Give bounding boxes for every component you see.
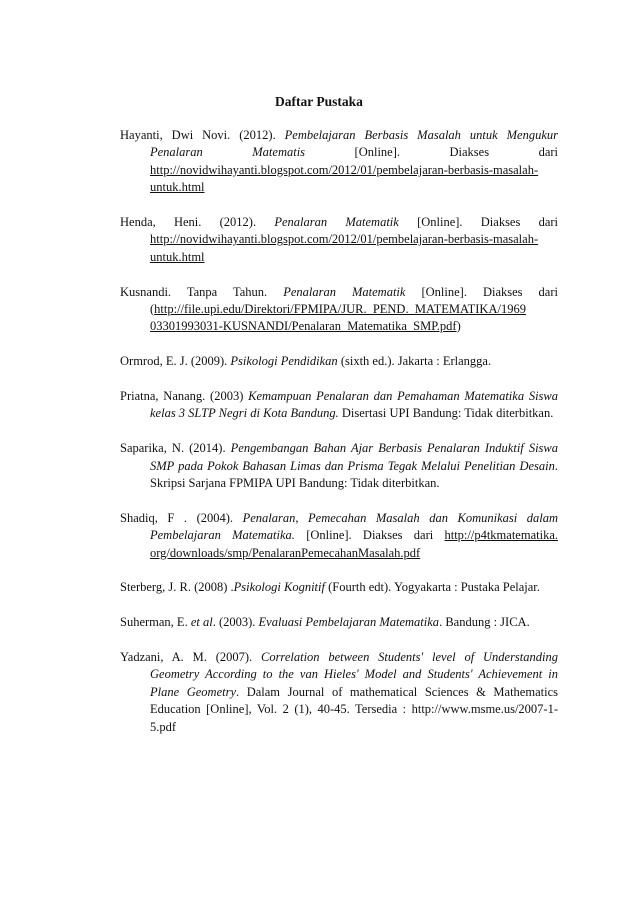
ref-note: [Online]. Diakses dari (398, 215, 559, 230)
reference-item (120, 388, 558, 423)
ref-author: Hayanti, Dwi Novi. (2012). (120, 128, 276, 142)
ref-note: . Dalam Journal of mathematical Sciences & Mathematics Education [Online], Vol. 2 (1), 40-45. Tersedia : http://www.msme.us/2007-1-5.pdf (150, 684, 558, 734)
ref-author: Yadzani, A. M. (2007). (120, 650, 253, 665)
ref-author: Henda, Heni. (2012). (120, 215, 257, 230)
ref-author: Suherman, E. (120, 615, 188, 630)
ref-note: (Fourth edt). Yogyakarta : Pustaka Pelajar. (324, 580, 540, 595)
ref-title: Penalaran Matematik (274, 215, 399, 230)
ref-link-continued[interactable]: 03301993031-KUSNANDI/Penalaran_Matematika_SMP.pdf (150, 319, 457, 334)
ref-note: . Bandung : JICA. (439, 615, 530, 630)
ref-link[interactable]: http://novidwihayanti.blogspot.com/2012/01/pembelajaran-berbasis-masalah-untuk.html (150, 232, 539, 264)
ref-title: Penalaran, Pemecahan Masalah dan Komunikasi dalam Pembelajaran Matematika. (150, 510, 559, 543)
ref-close: ) (456, 319, 461, 334)
reference-list (120, 127, 558, 753)
ref-note: [Online]. Diakses dari (305, 145, 559, 160)
ref-title: Penalaran Matematik (283, 284, 406, 299)
ref-title: Psikologi Kognitif (233, 580, 325, 595)
ref-note: (sixth ed.). Jakarta : Erlangga. (337, 354, 492, 369)
ref-title: Evaluasi Pembelajaran Matematika (258, 615, 440, 630)
ref-link-continued[interactable]: org/downloads/smp/PenalaranPemecahanMasalah.pdf (150, 545, 421, 560)
ref-note: Disertasi UPI Bandung: Tidak diterbitkan. (338, 406, 554, 421)
ref-year: . (2003). (212, 615, 256, 630)
reference-item (120, 127, 558, 197)
ref-link[interactable]: http://novidwihayanti.blogspot.com/2012/01/pembelajaran-berbasis-masalah-untuk.html (150, 162, 539, 195)
reference-item (120, 353, 558, 370)
reference-item (120, 649, 558, 736)
ref-author: Shadiq, F . (2004). (120, 510, 234, 525)
ref-title: Pengembangan Bahan Ajar Berbasis Penalaran Induktif Siswa SMP pada Pokok Bahasan Limas dan Prisma Tegak Melalui Penelitian Desain (150, 441, 558, 473)
page-title: Daftar Pustaka (275, 94, 363, 109)
ref-note: . Skripsi Sarjana FPMIPA UPI Bandung: Tidak diterbitkan. (150, 458, 558, 491)
ref-title: Psikologi Pendidikan (230, 354, 338, 369)
ref-etal: et al (190, 615, 213, 630)
ref-author: Sterberg, J. R. (2008) . (120, 580, 234, 595)
ref-link[interactable]: http://file.upi.edu/Direktori/FPMIPA/JUR._PEND._MATEMATIKA/1969 (154, 302, 526, 317)
ref-note: [Online]. Diakses dari (294, 528, 445, 543)
reference-item (120, 284, 558, 336)
reference-item (120, 214, 558, 266)
ref-title: Pembelajaran Berbasis Masalah untuk Mengukur Penalaran Matematis (150, 128, 559, 160)
reference-item (120, 510, 558, 562)
ref-title: Kemampuan Penalaran dan Pemahaman Matematika Siswa kelas 3 SLTP Negri di Kota Bandung. (150, 389, 559, 421)
ref-link[interactable]: http://p4tkmatematika. (444, 528, 558, 543)
reference-item (120, 440, 558, 492)
reference-item (120, 579, 558, 596)
ref-author: Saparika, N. (2014). (120, 441, 226, 456)
ref-author: Ormrod, E. J. (2009). (120, 354, 228, 369)
ref-author: Priatna, Nanang. (2003) (120, 389, 244, 404)
ref-note: [Online]. Diakses dari ( (150, 284, 558, 317)
ref-author: Kusnandi. Tanpa Tahun. (120, 284, 268, 299)
ref-title: Correlation between Students' level of Understanding Geometry According to the van Hieles' Model and Students' Achievement in Plane Geometry (150, 650, 558, 699)
reference-item (120, 614, 558, 631)
